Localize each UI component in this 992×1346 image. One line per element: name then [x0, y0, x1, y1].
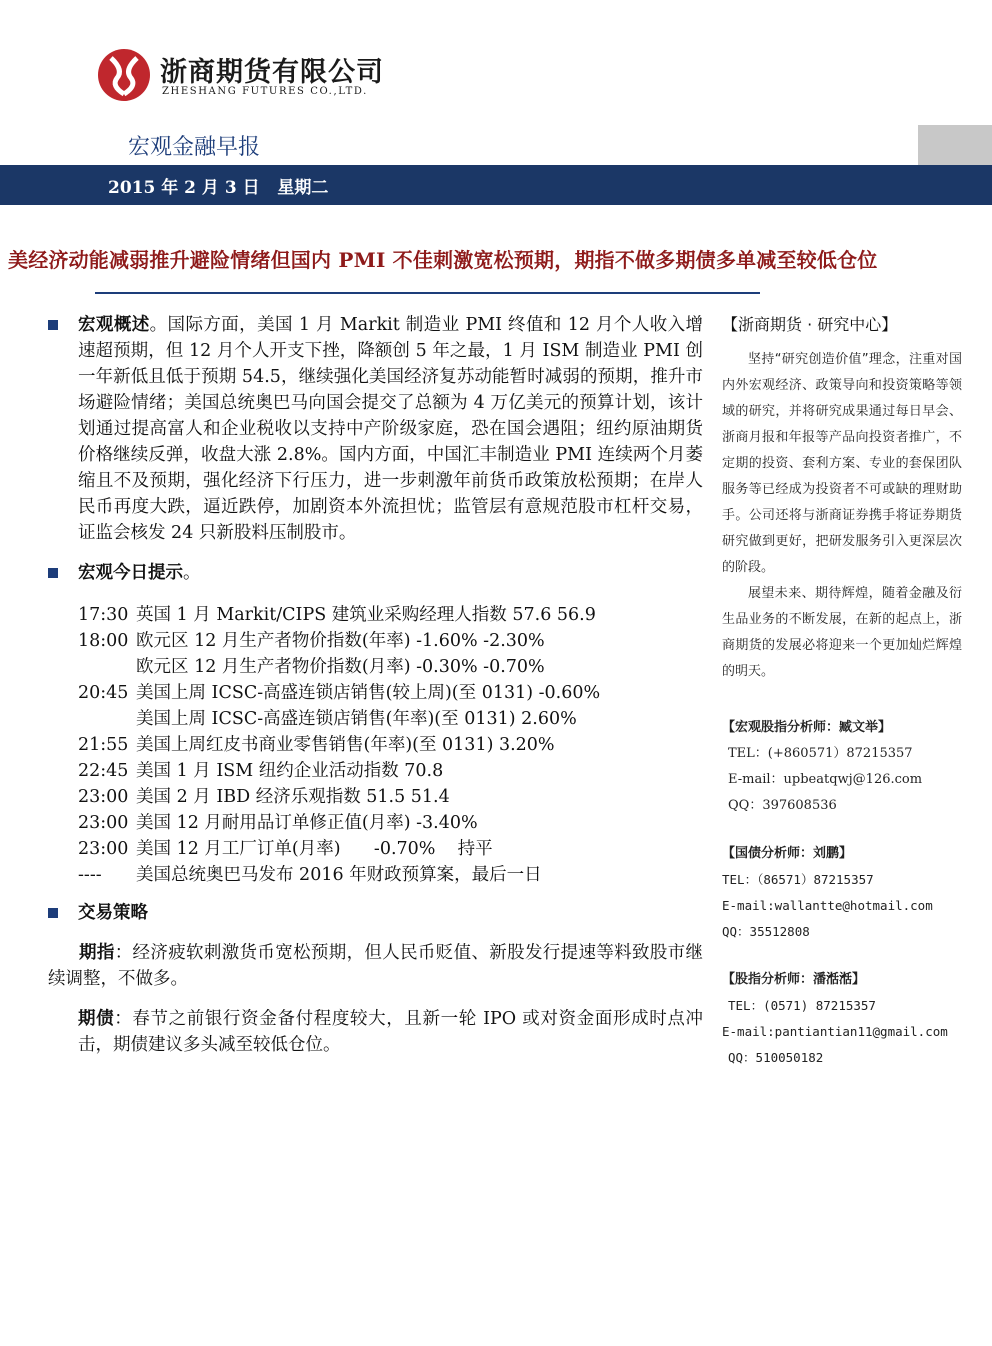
analyst-qq: QQ：35512808	[722, 924, 810, 939]
analyst-title: 【宏观股指分析师：臧文举】	[722, 720, 892, 735]
analyst-email[interactable]: E-mail:wallantte@hotmail.com	[722, 898, 933, 913]
analyst-card	[722, 841, 962, 945]
analyst-email[interactable]: E-mail:pantiantian11@gmail.com	[722, 1024, 948, 1039]
event-row: 欧元区 12 月生产者物价指数(月率) -0.30% -0.70%	[136, 657, 545, 677]
strategy-section-title	[48, 900, 703, 926]
company-logo-icon	[97, 48, 151, 102]
event-row: 18:00 欧元区 12 月生产者物价指数(年率) -1.60% -2.30%	[78, 631, 545, 651]
strategy-bond-futures: 期债：春节之前银行资金备付程度较大，且新一轮 IPO 或对资金面形成时点冲击，期债建议多头减至较低仓位。	[78, 1009, 703, 1055]
event-row: ---- 美国总统奥巴马发布 2016 年财政预算案，最后一日	[78, 865, 542, 885]
overview-text: 。国际方面，美国 1 月 Markit 制造业 PMI 终值和 12 月个人收入增速超预期，但 12 月个人开支下挫，降额创 5 年之最，1 月 ISM 制造业 PMI 创一年新低且低于预期 54.5，继续强化美国经济复苏动能暂时减弱的预期，推升市场避险情绪；美国总统奥巴马向国会提交了总额为 4 万亿美元的预算计划，该计划通过提高富人和企业税收以支持中产阶级家庭，恐在国会遇阻；纽约原油期货价格继续反弹，收盘大涨 2.8%。国内方面，中国汇丰制造业 PMI 连续两个月萎缩且不及预期，强化经济下行压力，进一步刺激年前货币政策放松预期；在岸人民币再度大跌，逼近跌停，加剧资本外流担忧；监管层有意规范股市杠杆交易，证监会核发 24 只新股料压制股市。	[78, 315, 704, 543]
headline-divider	[95, 292, 760, 294]
overview-section	[48, 312, 703, 546]
analyst-tel: TEL：（86571）87215357	[722, 872, 874, 887]
analyst-tel: TEL：(0571) 87215357	[728, 998, 876, 1013]
report-type: 宏观金融早报	[128, 135, 261, 160]
sidebar	[722, 312, 962, 1071]
event-row: 20:45 美国上周 ICSC-高盛连锁店销售(较上周)(至 0131) -0.60%	[78, 683, 601, 703]
today-title-suffix: 。	[183, 563, 201, 583]
strategy-title: 交易策略	[78, 903, 148, 923]
today-title: 宏观今日提示	[78, 563, 183, 583]
analyst-qq: QQ：510050182	[728, 1050, 824, 1065]
event-row: 22:45 美国 1 月 ISM 纽约企业活动指数 70.8	[78, 761, 444, 781]
event-row: 21:55 美国上周红皮书商业零售销售(年率)(至 0131) 3.20%	[78, 735, 555, 755]
sidebar-paragraph: 展望未来、期待辉煌，随着金融及衍生品业务的不断发展，在新的起点上，浙商期货的发展必将迎来一个更加灿烂辉煌的明天。	[722, 586, 962, 679]
today-section-title	[48, 560, 703, 586]
overview-title: 宏观概述	[78, 315, 150, 335]
analyst-title: 【国债分析师：刘鹏】	[722, 846, 853, 861]
analyst-qq: QQ：397608536	[728, 798, 837, 813]
square-bullet-icon	[48, 908, 58, 918]
analyst-card	[722, 967, 962, 1071]
event-row: 23:00 美国 2 月 IBD 经济乐观指数 51.5 51.4	[78, 787, 450, 807]
company-name-cn: 浙商期货有限公司	[160, 57, 384, 88]
event-row: 23:00 美国 12 月耐用品订单修正值(月率) -3.40%	[78, 813, 478, 833]
sidebar-paragraph: 坚持“研究创造价值”理念，注重对国内外宏观经济、政策导向和投资策略等领域的研究，并将研究成果通过每日早会、浙商月报和年报等产品向投资者推广，不定期的投资、套利方案、专业的套保团队服务等已经成为投资者不可或缺的理财助手。公司还将与浙商证券携手将证券期货研究做到更好，把研发服务引入更深层次的阶段。	[722, 352, 962, 575]
event-row: 23:00 美国 12 月工厂订单(月率) -0.70% 持平	[78, 839, 493, 859]
main-column	[48, 312, 703, 1058]
analyst-tel: TEL：(+860571）87215357	[728, 746, 913, 761]
company-name-en: ZHESHANG FUTURES CO.,LTD.	[162, 86, 368, 97]
event-row: 美国上周 ICSC-高盛连锁店销售(年率)(至 0131) 2.60%	[136, 709, 577, 729]
event-list	[48, 602, 703, 888]
report-date: 2015 年 2 月 3 日 星期二	[108, 178, 329, 198]
analyst-card	[722, 715, 962, 819]
sidebar-title: 【浙商期货 · 研究中心】	[722, 315, 898, 334]
analyst-email[interactable]: E-mail：upbeatqwj@126.com	[728, 772, 923, 787]
header-gray-block	[918, 125, 992, 165]
square-bullet-icon	[48, 320, 58, 330]
strategy-index-futures: 期指：经济疲软刺激货币宽松预期，但人民币贬值、新股发行提速等料致股市继续调整，不做多。	[48, 943, 704, 989]
analyst-title: 【股指分析师：潘湉湉】	[722, 972, 866, 987]
event-row: 17:30 英国 1 月 Markit/CIPS 建筑业采购经理人指数 57.6 56.9	[78, 605, 596, 625]
headline: 美经济动能减弱推升避险情绪但国内 PMI 不佳刺激宽松预期，期指不做多期债多单减至较低仓位	[8, 248, 878, 272]
square-bullet-icon	[48, 568, 58, 578]
